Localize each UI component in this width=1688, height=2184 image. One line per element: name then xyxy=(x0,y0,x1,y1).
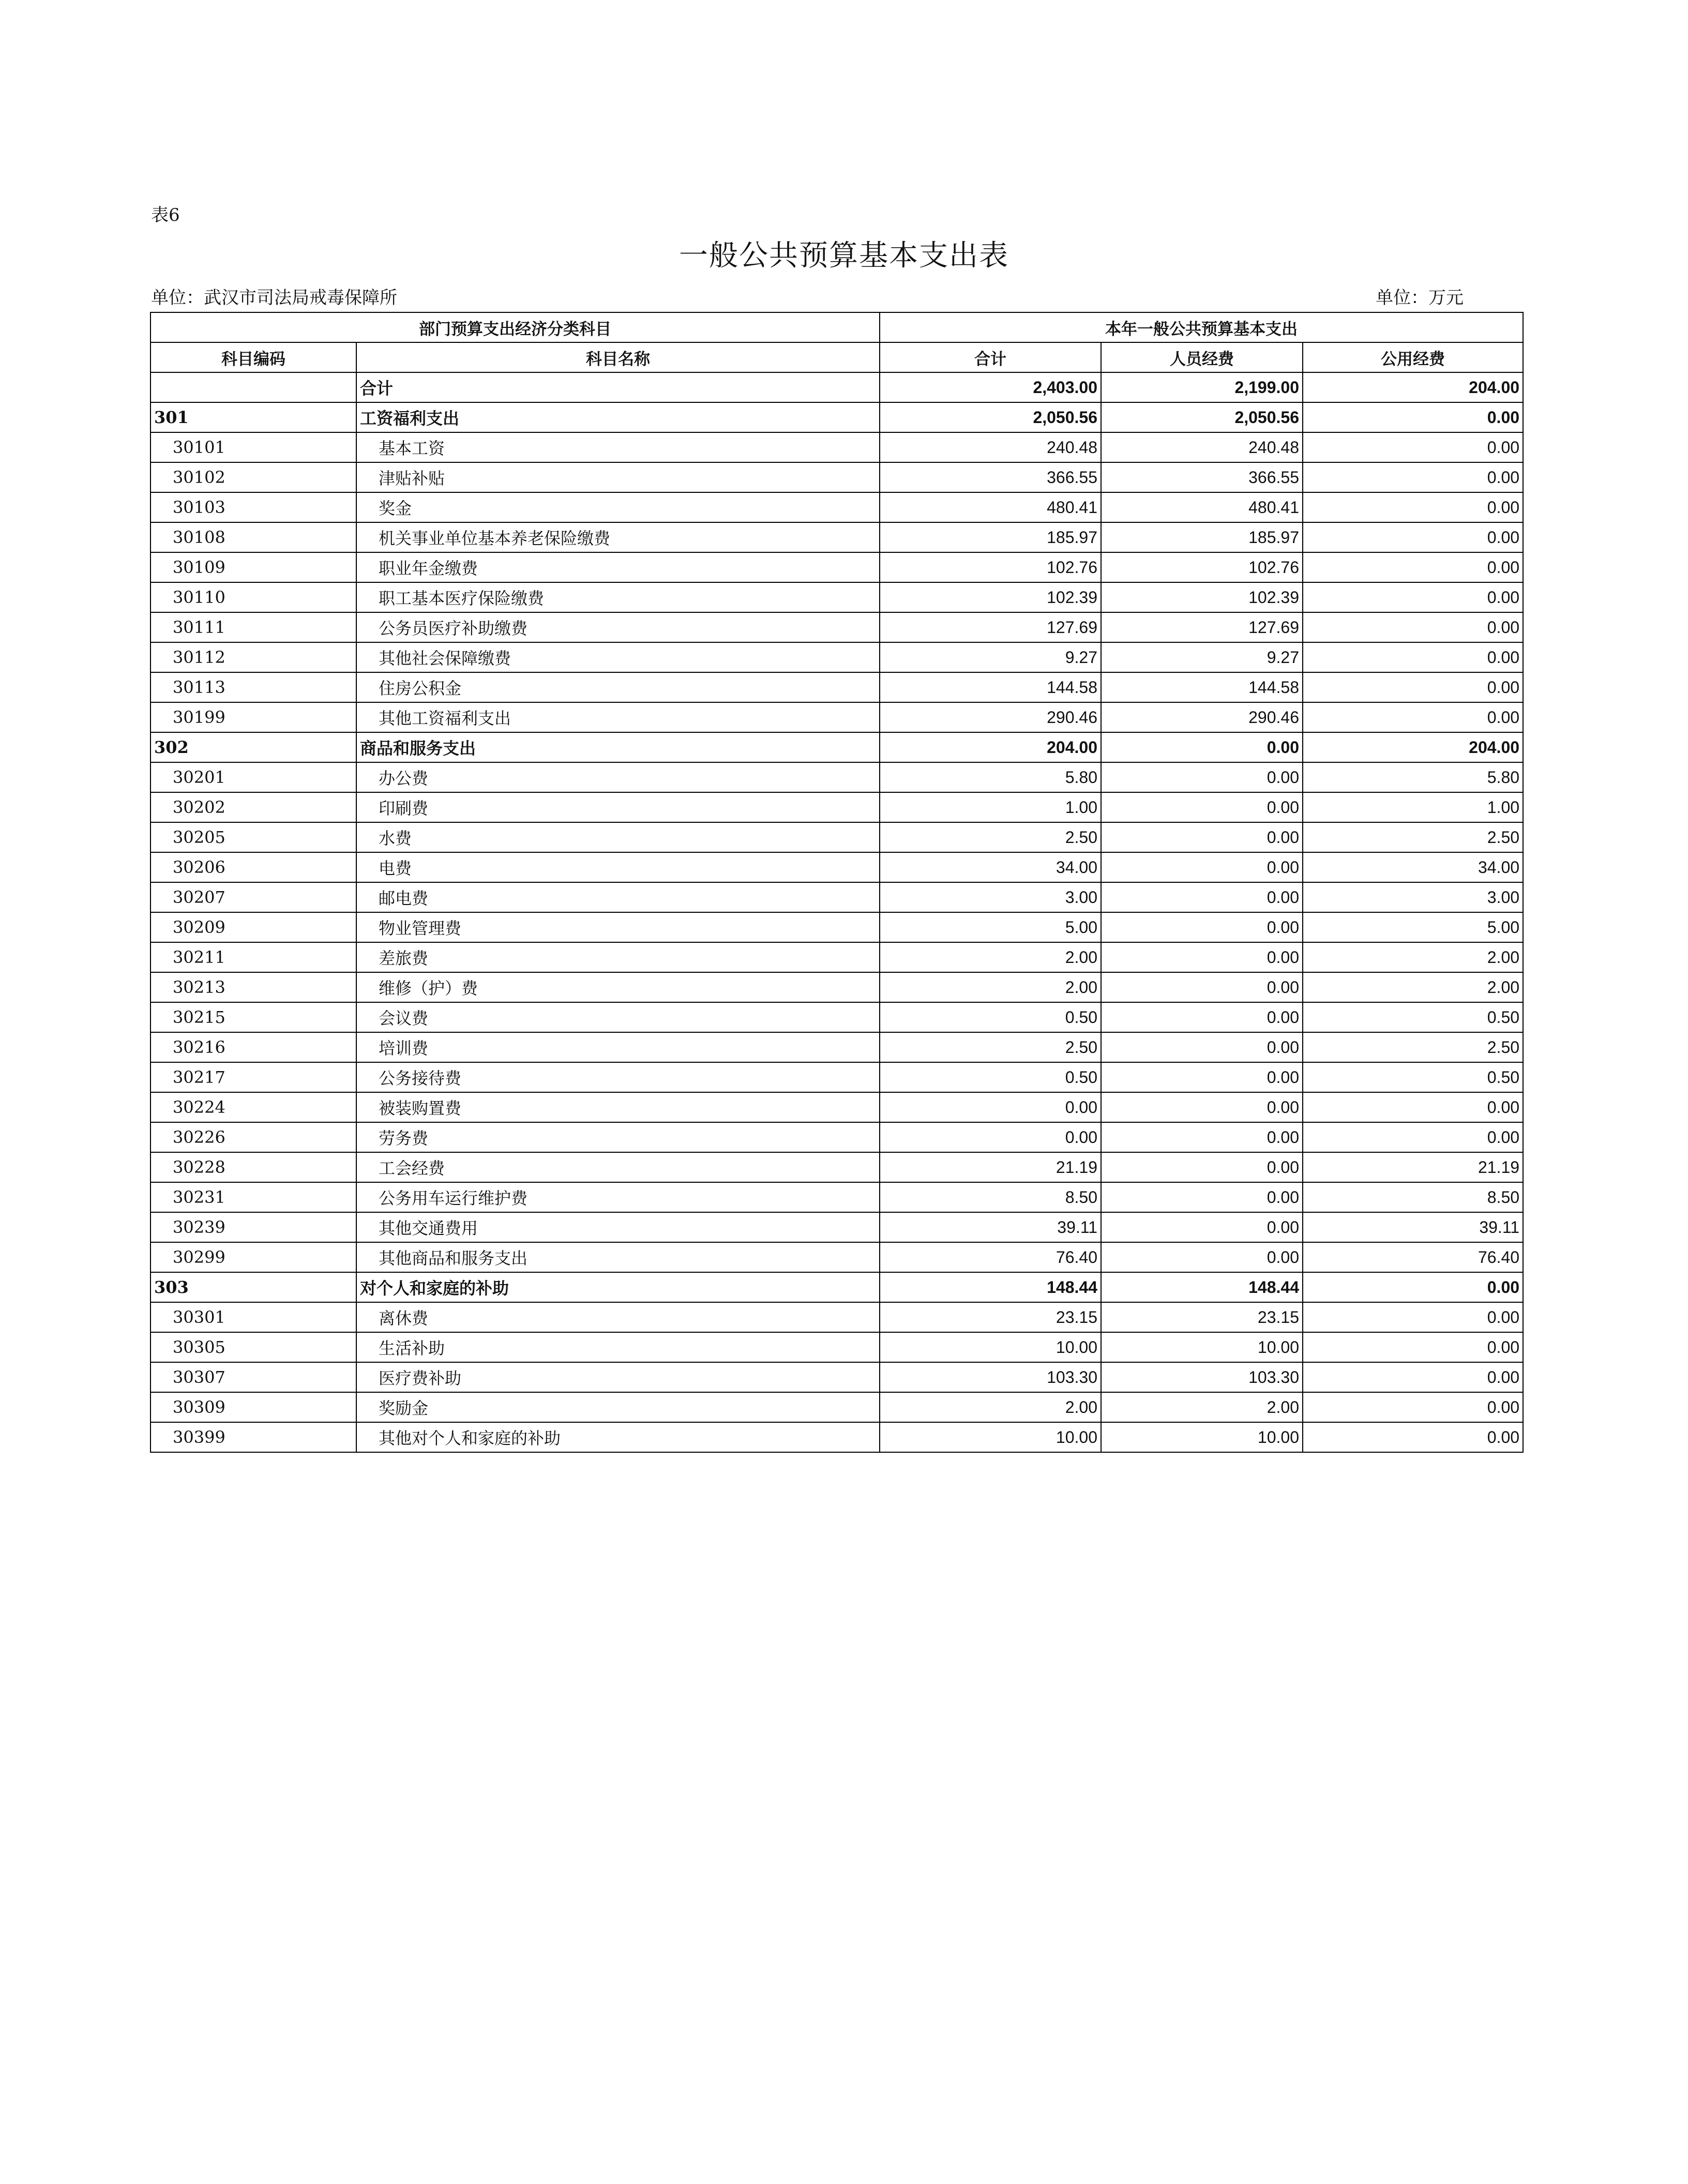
header-code: 科目编码 xyxy=(150,342,356,372)
row-code: 30101 xyxy=(150,432,356,462)
row-public: 0.00 xyxy=(1303,402,1523,432)
total-row xyxy=(150,372,1523,402)
row-name: 办公费 xyxy=(356,762,880,792)
row-total: 103.30 xyxy=(880,1362,1101,1392)
row-code: 30211 xyxy=(150,942,356,972)
table-row xyxy=(150,1422,1523,1452)
row-total: 2.50 xyxy=(880,822,1101,852)
row-public: 204.00 xyxy=(1303,372,1523,402)
header-basic-expenditure: 本年一般公共预算基本支出 xyxy=(880,312,1523,342)
row-personnel: 0.00 xyxy=(1101,1002,1303,1032)
row-name: 奖励金 xyxy=(356,1392,880,1422)
row-total: 5.80 xyxy=(880,762,1101,792)
row-public: 0.50 xyxy=(1303,1002,1523,1032)
header-name: 科目名称 xyxy=(356,342,880,372)
table-row xyxy=(150,852,1523,882)
row-code: 303 xyxy=(150,1272,356,1302)
row-personnel: 0.00 xyxy=(1101,1212,1303,1242)
row-code: 30109 xyxy=(150,552,356,582)
table-row xyxy=(150,1362,1523,1392)
row-total: 23.15 xyxy=(880,1302,1101,1332)
row-personnel: 23.15 xyxy=(1101,1302,1303,1332)
row-public: 34.00 xyxy=(1303,852,1523,882)
row-total: 102.76 xyxy=(880,552,1101,582)
row-code: 30307 xyxy=(150,1362,356,1392)
row-code: 302 xyxy=(150,732,356,762)
row-code: 30112 xyxy=(150,642,356,672)
table-row xyxy=(150,1242,1523,1272)
row-name: 劳务费 xyxy=(356,1122,880,1152)
table-header-group-row xyxy=(150,312,1523,342)
row-code: 30226 xyxy=(150,1122,356,1152)
table-row xyxy=(150,1332,1523,1362)
row-name: 被装购置费 xyxy=(356,1092,880,1122)
row-code: 30301 xyxy=(150,1302,356,1332)
table-row xyxy=(150,882,1523,912)
row-public: 2.50 xyxy=(1303,822,1523,852)
row-personnel: 102.39 xyxy=(1101,582,1303,612)
row-personnel: 0.00 xyxy=(1101,1122,1303,1152)
header-personnel: 人员经费 xyxy=(1101,342,1303,372)
row-name: 奖金 xyxy=(356,492,880,522)
row-name: 工资福利支出 xyxy=(356,402,880,432)
row-personnel: 0.00 xyxy=(1101,882,1303,912)
row-code: 30213 xyxy=(150,972,356,1002)
row-name: 其他交通费用 xyxy=(356,1212,880,1242)
row-code: 30305 xyxy=(150,1332,356,1362)
row-public: 0.00 xyxy=(1303,1362,1523,1392)
row-code: 30201 xyxy=(150,762,356,792)
row-code: 30206 xyxy=(150,852,356,882)
row-code: 30309 xyxy=(150,1392,356,1422)
row-total: 10.00 xyxy=(880,1422,1101,1452)
row-name: 住房公积金 xyxy=(356,672,880,702)
row-code xyxy=(150,372,356,402)
row-total: 39.11 xyxy=(880,1212,1101,1242)
row-personnel: 144.58 xyxy=(1101,672,1303,702)
row-name: 差旅费 xyxy=(356,942,880,972)
row-code: 301 xyxy=(150,402,356,432)
row-name: 公务员医疗补助缴费 xyxy=(356,612,880,642)
row-personnel: 103.30 xyxy=(1101,1362,1303,1392)
table-row xyxy=(150,1122,1523,1152)
row-code: 30202 xyxy=(150,792,356,822)
row-personnel: 2,199.00 xyxy=(1101,372,1303,402)
row-name: 其他商品和服务支出 xyxy=(356,1242,880,1272)
row-public: 0.00 xyxy=(1303,492,1523,522)
row-public: 0.00 xyxy=(1303,522,1523,552)
header-total: 合计 xyxy=(880,342,1101,372)
table-row xyxy=(150,492,1523,522)
table-row xyxy=(150,942,1523,972)
row-public: 204.00 xyxy=(1303,732,1523,762)
row-total: 8.50 xyxy=(880,1182,1101,1212)
row-personnel: 480.41 xyxy=(1101,492,1303,522)
row-code: 30216 xyxy=(150,1032,356,1062)
row-public: 0.00 xyxy=(1303,552,1523,582)
header-economic-classification: 部门预算支出经济分类科目 xyxy=(150,312,880,342)
table-row xyxy=(150,1182,1523,1212)
row-personnel: 0.00 xyxy=(1101,762,1303,792)
row-code: 30199 xyxy=(150,702,356,732)
row-public: 39.11 xyxy=(1303,1212,1523,1242)
row-name: 商品和服务支出 xyxy=(356,732,880,762)
row-personnel: 240.48 xyxy=(1101,432,1303,462)
row-total: 366.55 xyxy=(880,462,1101,492)
row-code: 30103 xyxy=(150,492,356,522)
row-name: 对个人和家庭的补助 xyxy=(356,1272,880,1302)
row-name: 公务接待费 xyxy=(356,1062,880,1092)
row-personnel: 10.00 xyxy=(1101,1422,1303,1452)
row-code: 30102 xyxy=(150,462,356,492)
row-public: 0.00 xyxy=(1303,1092,1523,1122)
row-personnel: 148.44 xyxy=(1101,1272,1303,1302)
row-total: 1.00 xyxy=(880,792,1101,822)
row-total: 21.19 xyxy=(880,1152,1101,1182)
row-total: 144.58 xyxy=(880,672,1101,702)
row-total: 2.00 xyxy=(880,942,1101,972)
row-name: 电费 xyxy=(356,852,880,882)
row-name: 水费 xyxy=(356,822,880,852)
row-public: 0.00 xyxy=(1303,1302,1523,1332)
row-personnel: 290.46 xyxy=(1101,702,1303,732)
table-row xyxy=(150,792,1523,822)
table-row xyxy=(150,762,1523,792)
row-public: 0.00 xyxy=(1303,1332,1523,1362)
header-public: 公用经费 xyxy=(1303,342,1523,372)
row-name: 其他社会保障缴费 xyxy=(356,642,880,672)
table-row xyxy=(150,672,1523,702)
row-public: 0.50 xyxy=(1303,1062,1523,1092)
row-personnel: 0.00 xyxy=(1101,1152,1303,1182)
row-total: 10.00 xyxy=(880,1332,1101,1362)
row-name: 合计 xyxy=(356,372,880,402)
unit-currency: 单位：万元 xyxy=(1376,288,1464,308)
row-code: 30209 xyxy=(150,912,356,942)
row-public: 0.00 xyxy=(1303,462,1523,492)
table-row xyxy=(150,1302,1523,1332)
row-public: 0.00 xyxy=(1303,672,1523,702)
row-public: 2.00 xyxy=(1303,942,1523,972)
row-total: 2,403.00 xyxy=(880,372,1101,402)
table-row xyxy=(150,972,1523,1002)
row-code: 30111 xyxy=(150,612,356,642)
row-name: 生活补助 xyxy=(356,1332,880,1362)
row-code: 30231 xyxy=(150,1182,356,1212)
table-row xyxy=(150,1212,1523,1242)
row-personnel: 0.00 xyxy=(1101,1242,1303,1272)
row-personnel: 0.00 xyxy=(1101,1032,1303,1062)
row-personnel: 0.00 xyxy=(1101,972,1303,1002)
budget-table xyxy=(150,312,1524,1453)
table-row xyxy=(150,912,1523,942)
table-row xyxy=(150,552,1523,582)
row-total: 127.69 xyxy=(880,612,1101,642)
row-total: 0.50 xyxy=(880,1002,1101,1032)
row-code: 30215 xyxy=(150,1002,356,1032)
row-total: 148.44 xyxy=(880,1272,1101,1302)
row-public: 0.00 xyxy=(1303,1122,1523,1152)
row-personnel: 185.97 xyxy=(1101,522,1303,552)
row-total: 2,050.56 xyxy=(880,402,1101,432)
group-row xyxy=(150,1272,1523,1302)
row-public: 1.00 xyxy=(1303,792,1523,822)
row-code: 30224 xyxy=(150,1092,356,1122)
row-personnel: 9.27 xyxy=(1101,642,1303,672)
table-row xyxy=(150,522,1523,552)
row-total: 2.00 xyxy=(880,972,1101,1002)
row-code: 30217 xyxy=(150,1062,356,1092)
row-name: 基本工资 xyxy=(356,432,880,462)
row-public: 0.00 xyxy=(1303,642,1523,672)
row-public: 0.00 xyxy=(1303,612,1523,642)
row-total: 76.40 xyxy=(880,1242,1101,1272)
row-personnel: 2.00 xyxy=(1101,1392,1303,1422)
table-row xyxy=(150,462,1523,492)
row-code: 30228 xyxy=(150,1152,356,1182)
row-public: 3.00 xyxy=(1303,882,1523,912)
row-name: 工会经费 xyxy=(356,1152,880,1182)
table-row xyxy=(150,1152,1523,1182)
row-personnel: 0.00 xyxy=(1101,912,1303,942)
row-personnel: 366.55 xyxy=(1101,462,1303,492)
row-personnel: 102.76 xyxy=(1101,552,1303,582)
row-total: 5.00 xyxy=(880,912,1101,942)
row-total: 185.97 xyxy=(880,522,1101,552)
row-total: 204.00 xyxy=(880,732,1101,762)
row-total: 290.46 xyxy=(880,702,1101,732)
row-code: 30239 xyxy=(150,1212,356,1242)
row-total: 0.00 xyxy=(880,1092,1101,1122)
group-row xyxy=(150,732,1523,762)
row-name: 公务用车运行维护费 xyxy=(356,1182,880,1212)
row-total: 9.27 xyxy=(880,642,1101,672)
row-name: 医疗费补助 xyxy=(356,1362,880,1392)
row-code: 30399 xyxy=(150,1422,356,1452)
row-public: 5.00 xyxy=(1303,912,1523,942)
row-code: 30110 xyxy=(150,582,356,612)
row-personnel: 0.00 xyxy=(1101,822,1303,852)
row-personnel: 2,050.56 xyxy=(1101,402,1303,432)
row-code: 30108 xyxy=(150,522,356,552)
row-personnel: 0.00 xyxy=(1101,792,1303,822)
row-public: 0.00 xyxy=(1303,582,1523,612)
row-name: 离休费 xyxy=(356,1302,880,1332)
row-personnel: 10.00 xyxy=(1101,1332,1303,1362)
row-total: 2.50 xyxy=(880,1032,1101,1062)
row-public: 0.00 xyxy=(1303,1272,1523,1302)
unit-organization: 单位：武汉市司法局戒毒保障所 xyxy=(151,288,397,308)
row-total: 240.48 xyxy=(880,432,1101,462)
table-row xyxy=(150,1092,1523,1122)
row-name: 职工基本医疗保险缴费 xyxy=(356,582,880,612)
table-row xyxy=(150,1062,1523,1092)
group-row xyxy=(150,402,1523,432)
row-name: 维修（护）费 xyxy=(356,972,880,1002)
row-personnel: 0.00 xyxy=(1101,1062,1303,1092)
row-personnel: 0.00 xyxy=(1101,732,1303,762)
table-row xyxy=(150,1002,1523,1032)
row-name: 会议费 xyxy=(356,1002,880,1032)
row-public: 0.00 xyxy=(1303,432,1523,462)
table-row xyxy=(150,702,1523,732)
row-total: 102.39 xyxy=(880,582,1101,612)
row-name: 机关事业单位基本养老保险缴费 xyxy=(356,522,880,552)
row-personnel: 127.69 xyxy=(1101,612,1303,642)
row-total: 0.50 xyxy=(880,1062,1101,1092)
row-name: 培训费 xyxy=(356,1032,880,1062)
row-public: 2.00 xyxy=(1303,972,1523,1002)
row-name: 津贴补贴 xyxy=(356,462,880,492)
row-public: 0.00 xyxy=(1303,702,1523,732)
table-header-row xyxy=(150,342,1523,372)
table-number: 表6 xyxy=(151,205,180,225)
row-personnel: 0.00 xyxy=(1101,1092,1303,1122)
row-personnel: 0.00 xyxy=(1101,942,1303,972)
table-row xyxy=(150,612,1523,642)
row-public: 76.40 xyxy=(1303,1242,1523,1272)
row-name: 其他对个人和家庭的补助 xyxy=(356,1422,880,1452)
page-title: 一般公共预算基本支出表 xyxy=(679,239,1009,273)
row-code: 30113 xyxy=(150,672,356,702)
table-row xyxy=(150,432,1523,462)
row-total: 0.00 xyxy=(880,1122,1101,1152)
row-name: 职业年金缴费 xyxy=(356,552,880,582)
row-total: 2.00 xyxy=(880,1392,1101,1422)
row-public: 21.19 xyxy=(1303,1152,1523,1182)
row-public: 8.50 xyxy=(1303,1182,1523,1212)
table-row xyxy=(150,822,1523,852)
row-name: 印刷费 xyxy=(356,792,880,822)
row-name: 邮电费 xyxy=(356,882,880,912)
row-code: 30207 xyxy=(150,882,356,912)
row-total: 3.00 xyxy=(880,882,1101,912)
row-public: 0.00 xyxy=(1303,1392,1523,1422)
row-public: 5.80 xyxy=(1303,762,1523,792)
row-code: 30299 xyxy=(150,1242,356,1272)
row-public: 0.00 xyxy=(1303,1422,1523,1452)
row-personnel: 0.00 xyxy=(1101,1182,1303,1212)
row-total: 480.41 xyxy=(880,492,1101,522)
table-row xyxy=(150,642,1523,672)
row-total: 34.00 xyxy=(880,852,1101,882)
row-name: 物业管理费 xyxy=(356,912,880,942)
table-row xyxy=(150,582,1523,612)
row-name: 其他工资福利支出 xyxy=(356,702,880,732)
row-public: 2.50 xyxy=(1303,1032,1523,1062)
table-row xyxy=(150,1392,1523,1422)
table-row xyxy=(150,1032,1523,1062)
row-code: 30205 xyxy=(150,822,356,852)
row-personnel: 0.00 xyxy=(1101,852,1303,882)
